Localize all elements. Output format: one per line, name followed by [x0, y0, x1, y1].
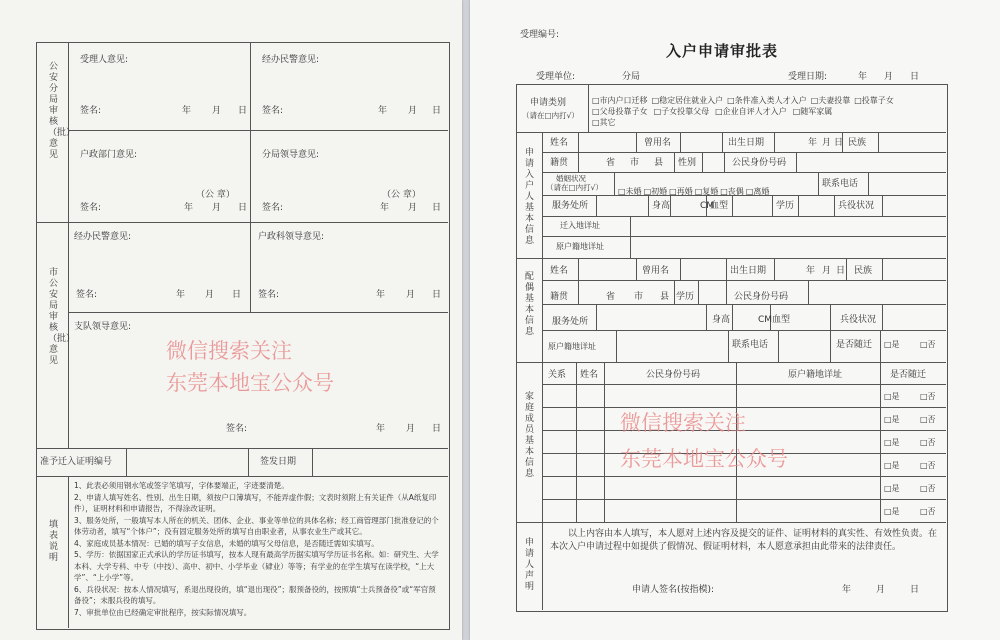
accept-unit-label: 受理单位: [536, 72, 576, 82]
spouse-origin-address-label: 原户籍地详址 [548, 342, 596, 351]
category-checkbox-option[interactable]: □随军家属 [792, 107, 833, 116]
family-follow-yes[interactable]: □是 [884, 415, 900, 424]
family-follow-yes[interactable]: □是 [884, 461, 900, 470]
family-follow-yes[interactable]: □是 [884, 392, 900, 401]
family-follow-no[interactable]: □否 [920, 507, 936, 516]
form-title: 入户申请审批表 [666, 42, 779, 60]
seal-label: （公 章） [196, 190, 235, 200]
city-bureau-side-label: 市公安局审核（批）意见 [48, 268, 76, 366]
month-label: 月 [212, 203, 222, 213]
spouse-name-label: 姓名 [550, 266, 569, 276]
instruction-line: 7、审批单位由已经确定审批程序，按实际情况填写。 [74, 607, 252, 617]
day-label: 日 [910, 72, 920, 82]
family-follow-no[interactable]: □否 [920, 415, 936, 424]
day-label: 日 [910, 585, 920, 595]
applicant-workplace-label: 服务处所 [552, 201, 589, 211]
spouse-workplace-label: 服务处所 [552, 317, 589, 327]
category-other-checkbox[interactable]: □其它 [592, 118, 616, 127]
instruction-line: 2、申请人填写姓名、性别、出生日期，须按户口簿填写，不能弄虚作假；文表时须附上有关证件（从A纸复印件），证明材料和申请报告，不得涂改证明。 [74, 492, 437, 513]
sign-label: 签名: [262, 203, 284, 213]
spouse-ethnicity-label: 民族 [854, 266, 873, 276]
sign-label: 签名: [80, 203, 102, 213]
issue-date-label: 签发日期 [260, 457, 297, 467]
family-follow-yes[interactable]: □是 [884, 507, 900, 516]
family-follow-yes[interactable]: □是 [884, 484, 900, 493]
instruction-line: 6、兵役状况：按本人情况填写，系退出现役的，填“退出现役”；服预备役的，按照填“士兵预备役”或“军官预备役”；未服兵役的填写。 [74, 584, 436, 605]
month-label: 月 [408, 106, 418, 116]
applicant-id-label: 公民身份号码 [732, 158, 787, 168]
handler-opinion-label: 受理人意见: [80, 55, 129, 65]
year-label: 年 [184, 203, 194, 213]
category-hint: （请在□内打√） [522, 111, 579, 120]
spouse-education-label: 学历 [676, 292, 695, 302]
family-header-cell: 是否随迁 [890, 370, 927, 380]
declaration-side-label: 申请人声明 [524, 538, 534, 592]
spouse-height-label: 身高 [712, 315, 731, 325]
applicant-phone-label: 联系电话 [822, 179, 859, 189]
family-header-cell: 公民身份号码 [646, 370, 701, 380]
instructions-list [74, 480, 444, 618]
family-follow-yes[interactable]: □是 [884, 438, 900, 447]
day-label: 日 [836, 266, 846, 276]
instructions-side-label: 填表说明 [48, 520, 58, 563]
spouse-cm-label: CM [758, 315, 773, 325]
applicant-cm-label: CM [700, 201, 715, 211]
family-follow-no[interactable]: □否 [920, 484, 936, 493]
applicant-gender-label: 性别 [678, 158, 697, 168]
instruction-line: 3、服务处所，一般填写本人所在的机关、团体、企业、事业等单位的具体名称；经工商管理部门批准登记的个体劳动者，填写“个体户”；没有固定服务处所的填写自由职业者，从事农业生产或其它。 [74, 515, 439, 536]
sign-label: 签名: [226, 424, 248, 434]
watermark-line2: 东莞本地宝公众号 [166, 371, 334, 395]
year-label: 年 [376, 424, 386, 434]
instruction-line: 1、此表必须用钢水笔或签字笔填写，字体要端正，字迹要清楚。 [74, 481, 289, 490]
family-follow-no[interactable]: □否 [920, 392, 936, 401]
family-header-cell: 姓名 [580, 370, 599, 380]
family-follow-no[interactable]: □否 [920, 438, 936, 447]
month-label: 月 [822, 266, 832, 276]
category-checkbox-option[interactable]: □条件准入类人才入户 [727, 96, 807, 105]
year-label: 年 [176, 290, 186, 300]
registry-leader-opinion-label: 户政科领导意见: [258, 232, 325, 242]
marital-checkbox-option[interactable]: □再婚 [669, 187, 693, 196]
month-label: 月 [876, 585, 886, 595]
marital-checkbox-option[interactable]: □初婚 [643, 187, 668, 196]
day-label: 日 [238, 106, 248, 116]
spouse-follow-yes[interactable]: □是 [884, 340, 900, 349]
month-label: 月 [205, 290, 215, 300]
spouse-native-place-label: 籍贯 [550, 292, 569, 302]
family-follow-no[interactable]: □否 [920, 461, 936, 470]
instruction-line: 4、家庭成员基本情况：已婚的填写子女信息，未婚的填写父母信息，是否随迁需如实填写。 [74, 538, 379, 548]
year-label: 年 [380, 203, 390, 213]
month-label: 月 [822, 138, 832, 148]
branch-leader-opinion-label: 分局领导意见: [262, 150, 320, 160]
month-label: 月 [406, 424, 416, 434]
category-checkbox-option[interactable]: □市内户口迁移 [592, 96, 648, 105]
province-label: 省 [606, 158, 616, 168]
spouse-blood-label: 血型 [772, 315, 791, 325]
day-label: 日 [432, 203, 442, 213]
applicant-ethnicity-label: 民族 [848, 138, 867, 148]
marital-label: 婚姻状况 [556, 174, 586, 183]
watermark-line1: 微信搜索关注 [166, 339, 292, 363]
category-checkbox-option[interactable]: □企业自评人才入户 [715, 107, 787, 116]
year-label: 年 [858, 72, 868, 82]
year-label: 年 [378, 106, 388, 116]
day-label: 日 [238, 203, 248, 213]
applicant-native-place-label: 籍贯 [550, 158, 569, 168]
family-header-cell: 关系 [548, 370, 567, 380]
spouse-birth-date-label: 出生日期 [730, 266, 767, 276]
police-branch-side-label: 公安分局审核（批）意见 [48, 62, 76, 160]
sign-label: 签名: [80, 106, 102, 116]
spouse-id-label: 公民身份号码 [734, 292, 789, 302]
applicant-birth-date-label: 出生日期 [728, 138, 765, 148]
spouse-follow-label: 是否随迁 [836, 340, 873, 350]
spouse-side-label: 配偶基本信息 [524, 272, 534, 337]
applicant-name-label: 姓名 [550, 138, 569, 148]
category-label: 申请类别 [530, 98, 567, 108]
marital-hint: （请在□内打√） [546, 183, 603, 192]
applicant-military-label: 兵役状况 [838, 201, 875, 211]
branch-label: 分局 [622, 72, 641, 82]
category-checkbox-option[interactable]: □稳定居住就业入户 [651, 96, 724, 105]
family-header-cell: 原户籍地详址 [788, 370, 843, 380]
day-label: 日 [834, 138, 844, 148]
month-label: 月 [212, 106, 222, 116]
spouse-phone-label: 联系电话 [732, 340, 769, 350]
marital-checkbox-option[interactable]: □未婚 [618, 187, 642, 196]
category-checkbox-option[interactable]: □父母投靠子女 [592, 107, 648, 116]
marital-checkbox-option[interactable]: □离婚 [745, 187, 770, 196]
spouse-follow-no[interactable]: □否 [920, 340, 936, 349]
year-label: 年 [808, 138, 818, 148]
family-side-label: 家庭成员基本信息 [524, 392, 534, 479]
acceptance-no-label: 受理编号: [520, 30, 560, 40]
applicant-side-label: 申请入户人基本信息 [524, 148, 534, 246]
spouse-military-label: 兵役状况 [840, 315, 877, 325]
right-form-sheet [470, 0, 1000, 640]
watermark-line1: 微信搜索关注 [620, 411, 746, 435]
year-label: 年 [842, 585, 852, 595]
origin-address-label: 原户籍地详址 [556, 242, 604, 251]
seal-label: （公 章） [382, 190, 421, 200]
officer-opinion-label: 经办民警意见: [74, 232, 132, 242]
day-label: 日 [432, 106, 442, 116]
certificate-no-label: 准予迁入证明编号 [40, 457, 113, 467]
year-label: 年 [182, 106, 192, 116]
county-label: 县 [654, 158, 664, 168]
registry-chief-opinion-label: 户政部门意见: [80, 150, 138, 160]
sign-label: 签名: [258, 290, 280, 300]
applicant-height-label: 身高 [652, 201, 671, 211]
month-label: 月 [884, 72, 894, 82]
accept-date-label: 受理日期: [788, 72, 828, 82]
applicant-blood-label: 血型 [710, 201, 729, 211]
applicant-education-label: 学历 [776, 201, 795, 211]
watermark-line2: 东莞本地宝公众号 [620, 447, 788, 471]
applicant-former-name-label: 曾用名 [644, 138, 672, 148]
declaration-text: 以上内容由本人填写，本人愿对上述内容及提交的证件、证明材料的真实性、有效性负责。在本次入户申请过程中如提供了假情况、假证明材料，本人愿意承担由此带来的法律责任。 [550, 529, 938, 552]
month-label: 月 [406, 290, 416, 300]
detachment-leader-opinion-label: 支队领导意见: [74, 322, 132, 332]
province-label: 省 [606, 292, 616, 302]
year-label: 年 [376, 290, 386, 300]
sign-label: 签名: [262, 106, 284, 116]
sign-label: 签名: [76, 290, 98, 300]
category-checkbox-option[interactable]: □夫妻投靠 [810, 96, 851, 105]
month-label: 月 [408, 203, 418, 213]
category-checkbox-option[interactable]: □子女投靠父母 [653, 107, 710, 116]
marital-checkbox-option[interactable]: □丧偶 [720, 187, 744, 196]
left-form-sheet [0, 0, 462, 640]
officer-opinion-label: 经办民警意见: [262, 55, 320, 65]
spouse-former-name-label: 曾用名 [642, 266, 670, 276]
move-in-address-label: 迁入地详址 [560, 221, 600, 230]
applicant-signature-label: 申请人签名(按指模): [632, 585, 715, 595]
category-options-row2 [592, 99, 944, 118]
year-label: 年 [806, 266, 816, 276]
day-label: 日 [432, 424, 442, 434]
county-label: 县 [660, 292, 670, 302]
city-label: 市 [630, 158, 640, 168]
instruction-line: 5、学历：依据国家正式承认的学历证书填写，按本人现有最高学历据实填写学历证书名称。如：研究生、大学本科、大学专科、中专（中技）、高中、初中、小学毕业（肄业）等等；有学业的在学生填写在读学校，“上大学”、“上小学”等。 [74, 550, 439, 582]
day-label: 日 [232, 290, 242, 300]
day-label: 日 [432, 290, 442, 300]
city-label: 市 [634, 292, 644, 302]
marital-checkbox-option[interactable]: □复婚 [694, 187, 719, 196]
category-checkbox-option[interactable]: □投靠子女 [854, 96, 894, 105]
